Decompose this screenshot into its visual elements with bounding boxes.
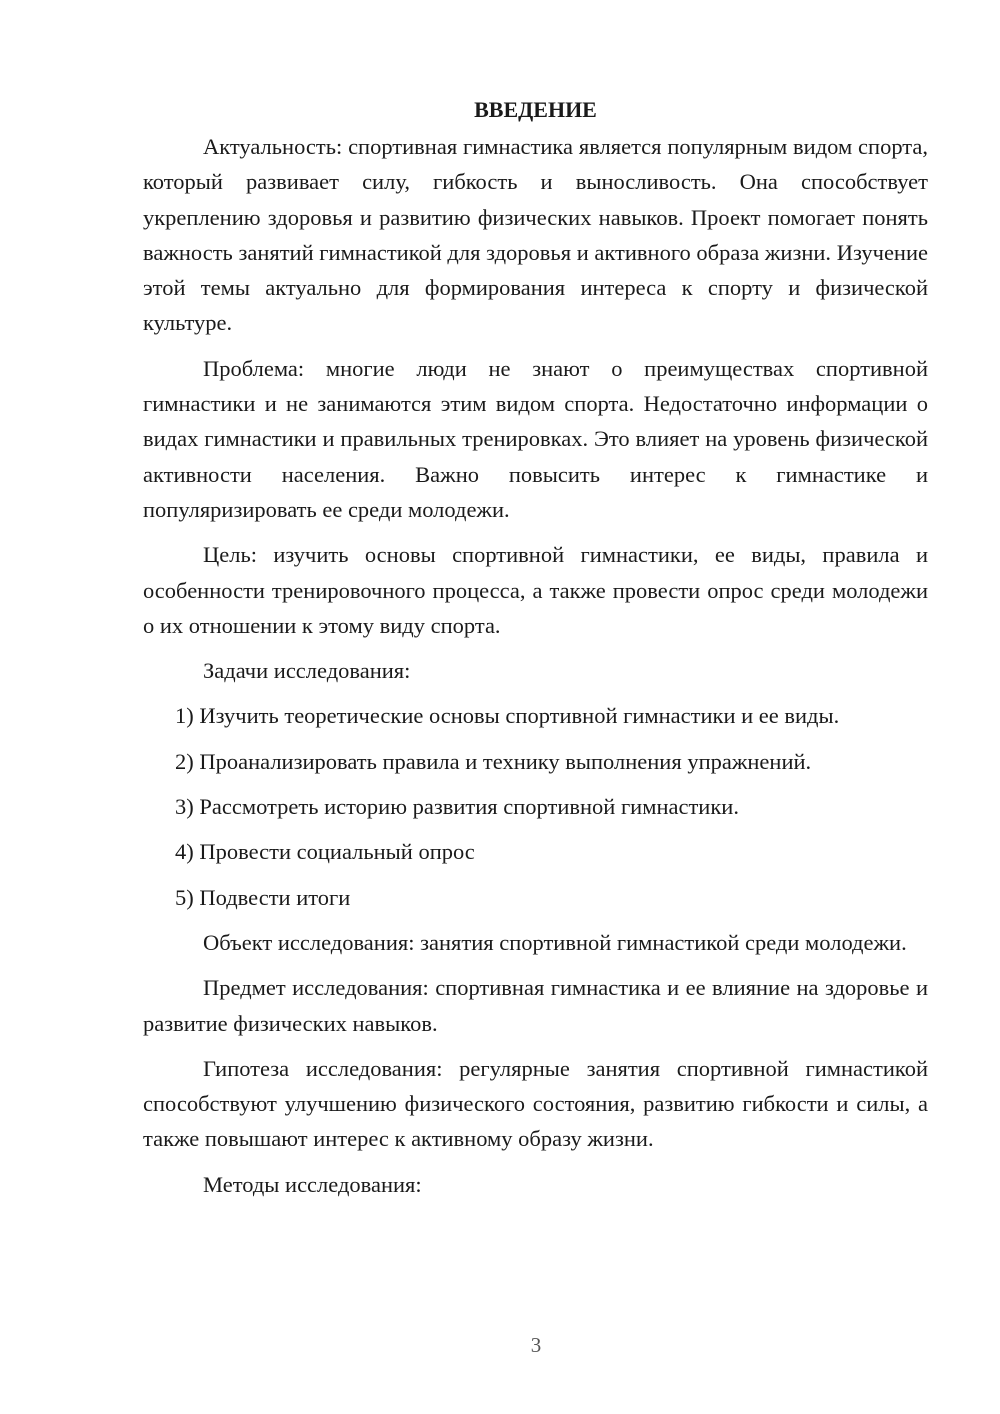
list-item: 3) Рассмотреть историю развития спортивной гимнастики. — [175, 794, 739, 820]
list-item: 2) Проанализировать правила и технику выполнения упражнений. — [175, 748, 812, 774]
object-paragraph: Объект исследования: занятия спортивной гимнастикой среди молодежи. — [203, 929, 907, 955]
hypothesis-paragraph: Гипотеза исследования: регулярные занятия спортивной гимнастикой способствуют улучшению физического состояния, развитию гибкости и силы, а также повышают интерес к активному образу жизни. — [143, 1055, 928, 1152]
list-item: 1) Изучить теоретические основы спортивной гимнастики и ее виды. — [175, 703, 840, 729]
goal-paragraph: Цель: изучить основы спортивной гимнастики, ее виды, правила и особенности тренировочного процесса, а также провести опрос среди молодежи о их отношении к этому виду спорта. — [143, 542, 928, 638]
tasks-list — [143, 698, 928, 914]
subject-paragraph: Предмет исследования: спортивная гимнастика и ее влияние на здоровье и развитие физических навыков. — [143, 975, 928, 1036]
methods-heading: Методы исследования: — [203, 1171, 422, 1197]
problem-paragraph: Проблема: многие люди не знают о преимуществах спортивной гимнастики и не занимаются этим видом спорта. Недостаточно информации о видах гимнастики и правильных тренировках. Это влияет на уровень физической активности населения. Важно повысить интерес к гимнастике и популяризировать ее среди молодежи. — [143, 355, 928, 522]
tasks-heading: Задачи исследования: — [203, 658, 411, 684]
page-number: 3 — [530, 1333, 542, 1357]
list-item: 5) Подвести итоги — [175, 884, 351, 910]
document-page — [143, 92, 928, 1212]
list-item: 4) Провести социальный опрос — [175, 839, 475, 865]
page-title: ВВЕДЕНИЕ — [474, 97, 597, 122]
relevance-paragraph: Актуальность: спортивная гимнастика является популярным видом спорта, который развивает силу, гибкость и выносливость. Она способствует укреплению здоровья и развитию физических навыков. Проект помогает понять важность занятий гимнастикой для здоровья и активного образа жизни. Изучение этой темы актуально для формирования интереса к спорту и физической культуре. — [143, 134, 928, 336]
